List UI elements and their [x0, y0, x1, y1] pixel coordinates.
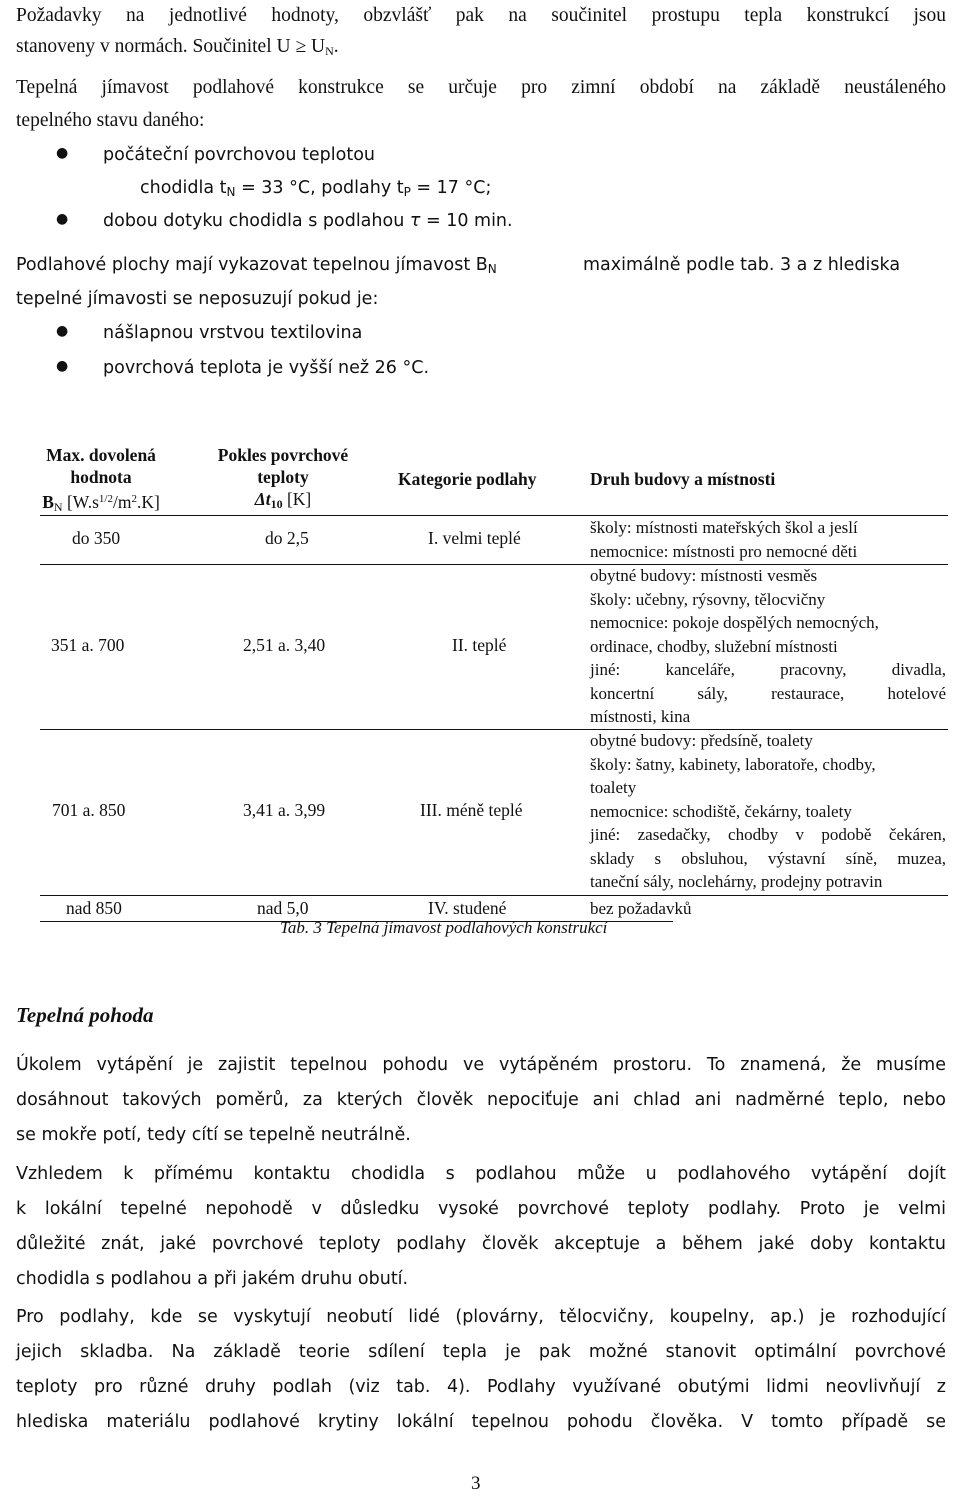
p2-bullet-2: ● povrchová teplota je vyšší než 26 °C.: [56, 358, 430, 378]
row1-description: školy: místnosti mateřských škol a jeslí nemocnice: místnosti pro nemocné děti: [590, 518, 858, 561]
p1-bullet-2: ● dobou dotyku chodidla s podlahou τ = 10 min.: [56, 211, 513, 231]
jimavost-table: [40, 444, 960, 924]
row4-dt: nad 5,0: [257, 898, 309, 918]
intro-line-1: Požadavky na jednotlivé hodnoty, obzvlášť pak na součinitel prostupu tepla konstrukcí jsou: [16, 5, 946, 26]
p1-line-2: tepelného stavu daného:: [16, 110, 205, 131]
table-header-category: Kategorie podlahy: [398, 469, 537, 489]
bullet-icon: ●: [56, 358, 69, 374]
table-rule: [40, 895, 948, 896]
bullet-icon: ●: [56, 145, 69, 161]
p2-line-1: Podlahové plochy mají vykazovat tepelnou jímavost $B_N$ maximálně podle tab. 3 a z hlediska: [16, 255, 901, 276]
row4-category: IV. studené: [428, 898, 507, 918]
section-para-3: Pro podlahy, kde se vyskytují neobutí lidé (plovárny, tělocvičny, koupelny, ap.) je rozhodující jejich skladba. Na základě teorie sdílení tepla je pak možné stanovit optimální povrchové teploty pro různé druhy podlah (viz tab. 4). Podlahy využívané obutými lidmi neovlivňují z hlediska materiálu podlahové krytiny lokální tepelnou pohodu člověka. V tomto případě se: [16, 1307, 946, 1432]
geq-symbol: ≥: [295, 36, 307, 57]
section-para-1: Úkolem vytápění je zajistit tepelnou pohodu ve vytápěném prostoru. To znamená, že musíme dosáhnout takových poměrů, za kterých člověk nepociťuje ani chlad ani nadměrné teplo, nebo se mokře potí, tedy cítí se tepelně neutrálně.: [16, 1055, 946, 1145]
row1-bn: do 350: [72, 528, 121, 548]
row2-category: II. teplé: [452, 635, 507, 655]
bullet-icon: ●: [56, 211, 69, 227]
row4-description: bez požadavků: [590, 899, 692, 918]
row3-dt: 3,41 a. 3,99: [243, 800, 326, 820]
row4-bn: nad 850: [66, 898, 122, 918]
p1-line-1: Tepelná jímavost podlahové konstrukce se určuje pro zimní období na základě neustáleného: [16, 77, 946, 98]
row3-category: III. méně teplé: [420, 800, 523, 820]
row2-dt: 2,51 a. 3,40: [243, 635, 326, 655]
row3-bn: 701 a. 850: [52, 800, 126, 820]
p2-bullet-1: ● nášlapnou vrstvou textilovina: [56, 323, 363, 343]
row2-description: obytné budovy: místnosti vesměs školy: učebny, rýsovny, tělocvičny nemocnice: pokoje dospělých nemocných, ordinace, chodby, služební místnosti jiné: kanceláře, pracovny, divadla, koncertní sály, restaurace, hotelové místnosti, kina: [590, 566, 946, 726]
table-header-dt: Pokles povrchové teploty $\Delta t_{10}$ [K]: [217, 445, 349, 511]
section-heading: Tepelná pohoda: [16, 1003, 154, 1027]
p1-bullet-1-detail: chodidla $t_N = 33$ °C, podlahy $t_P = 17$ °C;: [140, 178, 492, 199]
p2-line-2: tepelné jímavosti se neposuzují pokud je:: [16, 289, 379, 309]
row3-description: obytné budovy: předsíně, toalety školy: šatny, kabinety, laboratoře, chodby, toalety nemocnice: schodiště, čekárny, toalety jiné: zasedačky, chodby v podobě čekáren, sklady s obsluhou, výstavní síně, muzea, taneční sály, noclehárny, prodejny potravin: [590, 731, 946, 891]
intro-line-2: stanoveny v normách. Součinitel $U \ge U_N$.: [16, 36, 339, 58]
row1-dt: do 2,5: [265, 528, 309, 548]
table-header-bn: Max. dovolená hodnota $B_N$ $[W.s^{1/2}/m^2.K]$: [42, 445, 160, 514]
table-header-building: Druh budovy a místnosti: [590, 469, 776, 489]
page-number: 3: [471, 1473, 481, 1494]
p1-bullet-1: ● počáteční povrchovou teplotou: [56, 145, 376, 165]
table-caption: Tab. 3 Tepelná jímavost podlahových konstrukcí: [280, 918, 608, 937]
bullet-icon: ●: [56, 323, 69, 339]
section-para-2: Vzhledem k přímému kontaktu chodidla s podlahou může u podlahového vytápění dojít k lokální tepelné nepohodě v důsledku vysoké povrchové teploty podlahy. Proto je velmi důležité znát, jaké povrchové teploty podlahy člověk akceptuje a během jaké doby kontaktu chodidla s podlahou a při jakém druhu obutí.: [16, 1164, 946, 1289]
row1-category: I. velmi teplé: [428, 528, 521, 548]
row2-bn: 351 a. 700: [51, 635, 125, 655]
